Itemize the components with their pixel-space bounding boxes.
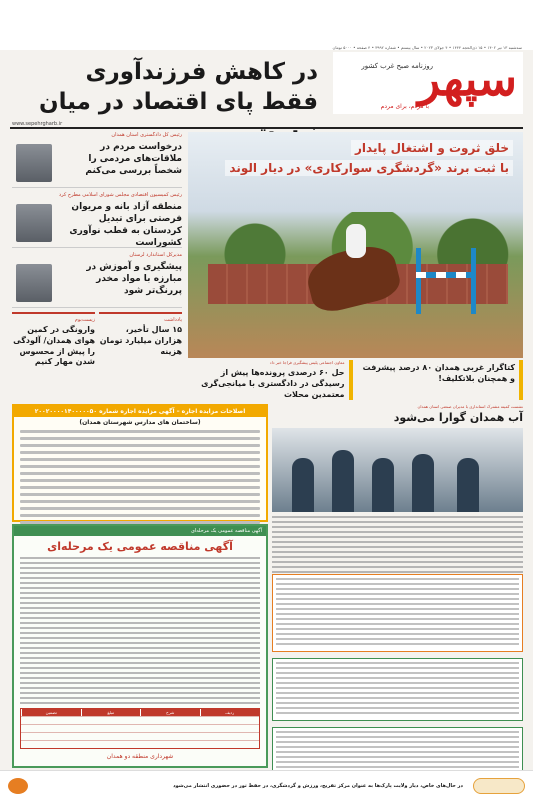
tender-table-header (21, 709, 259, 716)
person-figure (332, 450, 354, 512)
header-divider (10, 127, 523, 129)
news-photo (272, 428, 523, 512)
tender-signature: شهرداری منطقه دو همدان (106, 753, 174, 760)
mini-articles (12, 312, 182, 371)
tender-body-text (14, 557, 266, 704)
ad-headline: اصلاحات مزایده اجاره – آگهی مزایده اجاره شماره ۲۰۰۲۰۰۰۰۱۴۰۰۰۰۰۵۰ (14, 406, 266, 417)
table-row (21, 724, 259, 732)
rider-figure (346, 224, 366, 258)
tender-strip: آگهی مناقصه عمومی یک مرحله‌ای (14, 526, 266, 536)
brief-item[interactable] (12, 252, 182, 308)
logo-tagline: روزنامه صبح غرب کشور (361, 62, 433, 70)
person-figure (292, 458, 314, 512)
tender-notice[interactable] (12, 524, 268, 768)
brief-title: منطقه آزاد بانه و مریوان فرصتی برای تبدیل کردستان به قطب نوآوری کشوراست (69, 202, 182, 249)
mini-title: وارونگی در کمین هوای همدان/ آلودگی را پیش از محسوس شدن مهار کنیم (13, 325, 95, 367)
headline-line-2: فقط پای اقتصاد در میان (39, 88, 318, 115)
mini-article[interactable] (99, 312, 182, 371)
teaser-title: کتاگرار غربی همدان ۸۰ درصد پیشرفت و همچنان بلاتکلیف! (362, 363, 515, 384)
hero-photo[interactable] (188, 132, 523, 358)
col-header: شرح (140, 709, 200, 716)
classified-ad[interactable] (272, 658, 523, 721)
teaser-row (188, 360, 523, 400)
masthead-area (0, 0, 533, 50)
brief-title: درخواست مردم در ملاقات‌های مردمی را شخصاً بررسی می‌کنم (85, 142, 182, 177)
tender-title: آگهی مناقصه عمومی یک مرحله‌ای (47, 540, 233, 553)
dateline: سه‌شنبه ۱۳ تیر ۱۴۰۲ • ۱۵ ذی‌الحجه ۱۴۴۴ • ۴ جولای ۲۰۲۳ • سال بیستم • شماره ۳۹۹۲ • ۴ صفحه • ۵۰۰۰ تومان (332, 45, 522, 50)
headline-line-1: در کاهش فرزندآوری (85, 59, 318, 85)
website-url[interactable]: www.sepehrgharb.ir (12, 121, 63, 127)
mini-tag: زیست‌بوم (74, 317, 95, 323)
col-header: ردیف (200, 709, 260, 716)
news-story[interactable] (272, 404, 523, 596)
table-row (21, 716, 259, 724)
teaser-item[interactable] (359, 360, 524, 400)
classified-ads (272, 574, 523, 800)
jump-obstacle (416, 248, 476, 314)
brief-kicker: رئیس کل دادگستری استان همدان (111, 132, 182, 138)
classified-ad[interactable] (272, 574, 523, 652)
sponsor-logo (473, 778, 525, 794)
logo-slogan: با مردم، برای مردم (380, 103, 429, 110)
mini-title: ۱۵ سال تأخیر، هزاران میلیارد تومان هزینه (99, 325, 182, 356)
teaser-title: حل ۶۰ درصدی پرونده‌ها پیش از رسیدگی در دادگستری با میانجی‌گری معتمدین محلات (201, 368, 345, 400)
news-title: آب همدان گوارا می‌شود (393, 411, 523, 424)
teaser-kicker: معاون اجتماعی پلیس پیشگیری فراجا خبر داد (269, 360, 345, 365)
logo-wordmark: سپهر (417, 52, 517, 106)
brief-kicker: مدیرکل استاندارد لرستان (129, 252, 182, 258)
news-kicker: نشست کمیته مشترک استانداری با مدیران صنعتی استان همدان (417, 404, 523, 409)
brief-item[interactable] (12, 192, 182, 248)
person-figure (457, 458, 479, 512)
tender-table (20, 708, 260, 749)
col-header: مبلغ (81, 709, 141, 716)
newspaper-logo (333, 52, 523, 114)
mini-tag: یادداشت (164, 317, 182, 323)
portrait-photo (16, 204, 52, 242)
footer-banner[interactable] (0, 770, 533, 800)
footer-text: در حال‌های خاص، دیار ولایت پارک‌ها به عنوان مرکز تفریح، ورزش و گردشگری، در حفظ تور در حضوری انتشار می‌شود (173, 783, 463, 789)
municipality-emblem-icon (8, 778, 28, 794)
brief-item[interactable] (12, 132, 182, 188)
table-row (21, 732, 259, 740)
ad-subheadline: (ساختمان های مدارس شهرستان همدان) (79, 419, 201, 426)
ad-body-text (14, 428, 266, 530)
brief-kicker: رئیس کمیسیون اقتصادی مجلس شورای اسلامی مطرح کرد (58, 192, 182, 198)
person-figure (372, 458, 394, 512)
briefs-column (12, 132, 182, 371)
col-header: تضمین (21, 709, 81, 716)
brief-title: پیشگیری و آموزش در مبارزه با مواد مخدر پررنگ‌تر شود (86, 262, 182, 297)
auction-ad[interactable] (12, 404, 268, 522)
hero-caption-line-1: خلق ثروت و اشتغال پایدار (351, 140, 513, 156)
hero-caption-line-2: با ثبت برند «گردشگری سوارکاری» در دیار الوند (225, 160, 513, 176)
person-figure (412, 454, 434, 512)
mini-article[interactable] (12, 312, 95, 371)
teaser-item[interactable] (188, 360, 353, 400)
portrait-photo (16, 264, 52, 302)
table-row (21, 740, 259, 748)
jump-bar (416, 272, 476, 278)
portrait-photo (16, 144, 52, 182)
